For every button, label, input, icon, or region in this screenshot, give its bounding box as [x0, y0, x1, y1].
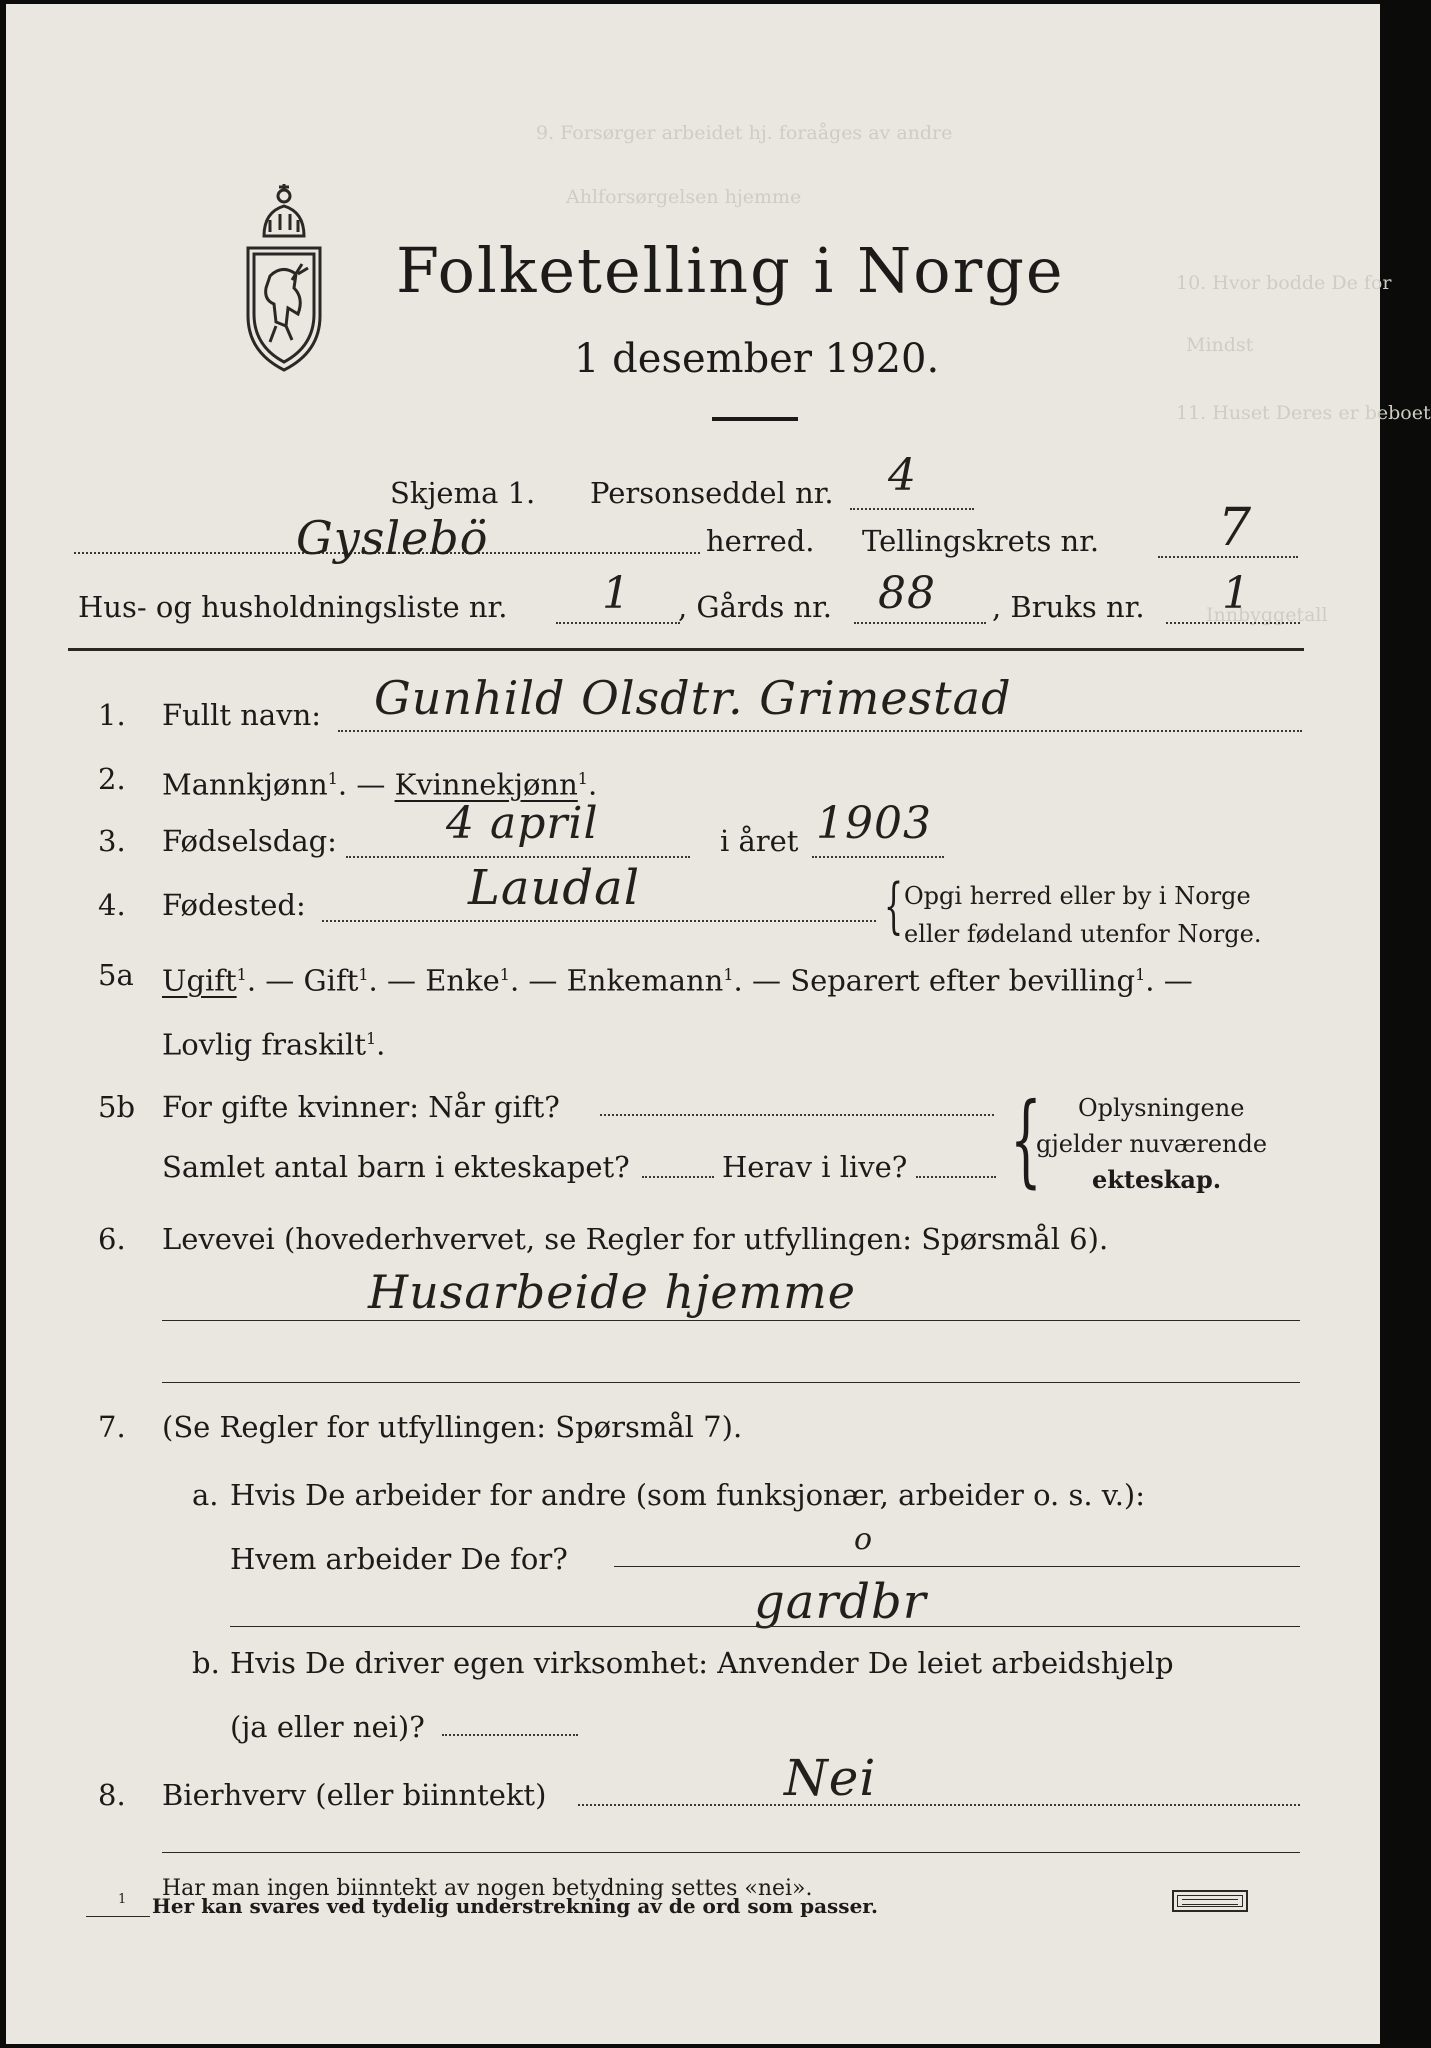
q3-birthday-value[interactable]: 4 april — [446, 798, 599, 849]
option-ugift-selected[interactable]: Ugift — [162, 963, 237, 998]
q4-birthplace-value[interactable]: Laudal — [468, 860, 641, 916]
q7b-number: b. — [192, 1646, 220, 1680]
q4-field-line — [322, 920, 876, 922]
q5b-alive-field-line — [916, 1176, 996, 1178]
q5a-number: 5a — [98, 958, 134, 992]
personseddel-field-line — [850, 508, 974, 510]
q8-label: Bierhverv (eller biinntekt) — [162, 1778, 547, 1812]
footer-note: Har man ingen biinntekt av nogen betydning settes «nei». — [162, 1876, 813, 1901]
option-kvinnekjonn-selected[interactable]: Kvinnekjønn — [394, 767, 578, 802]
form-title: Folketelling i Norge — [396, 234, 1065, 307]
q7a-label-line1: Hvis De arbeider for andre (som funksjonær, arbeider o. s. v.): — [230, 1478, 1146, 1512]
tellingskrets-label: Tellingskrets nr. — [862, 524, 1100, 558]
skjema-label: Skjema 1. — [390, 476, 536, 510]
footnote-rule — [86, 1916, 150, 1917]
q5a-options: Ugift$^1$. — Gift$^1$. — Enke$^1$. — Enkemann$^1$. — Separert efter bevilling$^1$. — — [162, 963, 1193, 998]
q7a-employer-value[interactable]: gardbr — [754, 1574, 927, 1630]
herred-label: herred. — [706, 524, 815, 558]
q1-label: Fullt navn: — [162, 698, 322, 732]
bleed-text: Ahlforsørgelsen hjemme — [566, 186, 802, 208]
bleed-text: Innbyggetall — [1206, 604, 1328, 626]
q6-field-line-2 — [162, 1382, 1300, 1383]
q5b-note-line2: gjelder nuværende — [1036, 1130, 1268, 1158]
form-date: 1 desember 1920. — [574, 336, 940, 382]
q3-number: 3. — [98, 824, 126, 858]
q2-options: Mannkjønn$^1$. — Kvinnekjønn$^1$. — [162, 767, 598, 802]
husliste-field-line — [556, 622, 680, 624]
q6-label: Levevei (hovederhvervet, se Regler for utfyllingen: Spørsmål 6). — [162, 1222, 1109, 1256]
bleed-text: 9. Forsørger arbeidet hj. foraåges av andre — [536, 122, 953, 144]
husliste-label: Hus- og husholdningsliste nr. — [78, 590, 508, 624]
q8-side-income-value[interactable]: Nei — [784, 1749, 877, 1807]
q3-year-value[interactable]: 1903 — [816, 798, 932, 849]
q7a-value-mark[interactable]: o — [854, 1522, 874, 1557]
q7a-label-line2: Hvem arbeider De for? — [230, 1542, 568, 1576]
q6-occupation-value[interactable]: Husarbeide hjemme — [368, 1265, 857, 1319]
q7b-field-line — [442, 1734, 578, 1736]
q5b-number: 5b — [98, 1090, 136, 1124]
q1-full-name-value[interactable]: Gunhild Olsdtr. Grimestad — [374, 671, 1012, 725]
tellingskrets-value[interactable]: 7 — [1218, 498, 1253, 558]
q4-number: 4. — [98, 888, 126, 922]
q4-label: Fødested: — [162, 888, 306, 922]
footnote-mark: 1 — [118, 1892, 127, 1907]
q5b-brace: { — [1010, 1081, 1042, 1198]
census-form-page — [6, 4, 1431, 2044]
printer-stamp — [1172, 1890, 1248, 1912]
q5b-children-field-line — [642, 1176, 714, 1178]
footnote-text: Her kan svares ved tydelig understrekning av de ord som passer. — [152, 1894, 878, 1918]
header-divider — [68, 648, 1304, 651]
bleed-text: 10. Hvor bodde De for — [1176, 272, 1392, 294]
q8-field-line — [578, 1804, 1300, 1806]
q5b-married-field-line — [600, 1114, 994, 1116]
option-separert[interactable]: Separert efter bevilling — [790, 963, 1136, 998]
q3-day-field-line — [346, 856, 690, 858]
option-mannkjonn[interactable]: Mannkjønn — [162, 767, 328, 802]
gards-label: , Gårds nr. — [678, 590, 832, 624]
q5b-note-line1: Oplysningene — [1078, 1094, 1245, 1122]
q1-number: 1. — [98, 698, 126, 732]
q6-number: 6. — [98, 1222, 126, 1256]
q7a-field-line-1 — [614, 1566, 1300, 1567]
bleed-text: 11. Huset Deres er beboet — [1176, 402, 1431, 424]
option-gift[interactable]: Gift — [303, 963, 359, 998]
q7b-label-line2: (ja eller nei)? — [230, 1710, 425, 1744]
q5b-label-alive: Herav i live? — [722, 1150, 908, 1184]
husliste-value[interactable]: 1 — [602, 568, 631, 619]
title-divider — [712, 417, 798, 421]
q5b-label-married: For gifte kvinner: Når gift? — [162, 1090, 560, 1124]
gards-field-line — [854, 622, 986, 624]
q8-number: 8. — [98, 1778, 126, 1812]
q8-field-line-2 — [162, 1852, 1300, 1853]
q6-field-line-1 — [162, 1320, 1300, 1321]
gards-value[interactable]: 88 — [878, 568, 936, 619]
q7-number: 7. — [98, 1410, 126, 1444]
q3-label: Fødselsdag: — [162, 824, 337, 858]
q3-year-field-line — [812, 856, 944, 858]
bruks-label: , Bruks nr. — [992, 590, 1145, 624]
q5a-options-line2: Lovlig fraskilt$^1$. — [162, 1027, 386, 1062]
q3-year-label: i året — [720, 824, 799, 858]
q7-label: (Se Regler for utfyllingen: Spørsmål 7). — [162, 1410, 743, 1444]
q4-note-line1: Opgi herred eller by i Norge — [904, 882, 1251, 910]
option-lovlig-fraskilt[interactable]: Lovlig fraskilt — [162, 1027, 366, 1062]
bruks-field-line — [1166, 622, 1300, 624]
q7a-number: a. — [192, 1478, 219, 1512]
q2-number: 2. — [98, 762, 126, 796]
personseddel-value[interactable]: 4 — [888, 450, 917, 501]
q5b-label-children: Samlet antal barn i ekteskapet? — [162, 1150, 630, 1184]
herred-value[interactable]: Gyslebö — [296, 511, 489, 565]
q4-note-line2: eller fødeland utenfor Norge. — [904, 920, 1262, 948]
q5b-note-line3: ekteskap. — [1092, 1165, 1222, 1194]
option-enke[interactable]: Enke — [425, 963, 500, 998]
option-enkemann[interactable]: Enkemann — [566, 963, 724, 998]
q7a-field-line-2 — [230, 1626, 1300, 1627]
personseddel-label: Personseddel nr. — [590, 476, 834, 510]
norway-coat-of-arms-icon — [230, 176, 338, 376]
q4-brace: { — [884, 871, 904, 941]
bleed-text: Mindst — [1186, 334, 1254, 356]
bruks-value[interactable]: 1 — [1222, 568, 1251, 619]
q1-field-line — [338, 730, 1302, 732]
q7b-label-line1: Hvis De driver egen virksomhet: Anvender De leiet arbeidshjelp — [230, 1646, 1174, 1680]
